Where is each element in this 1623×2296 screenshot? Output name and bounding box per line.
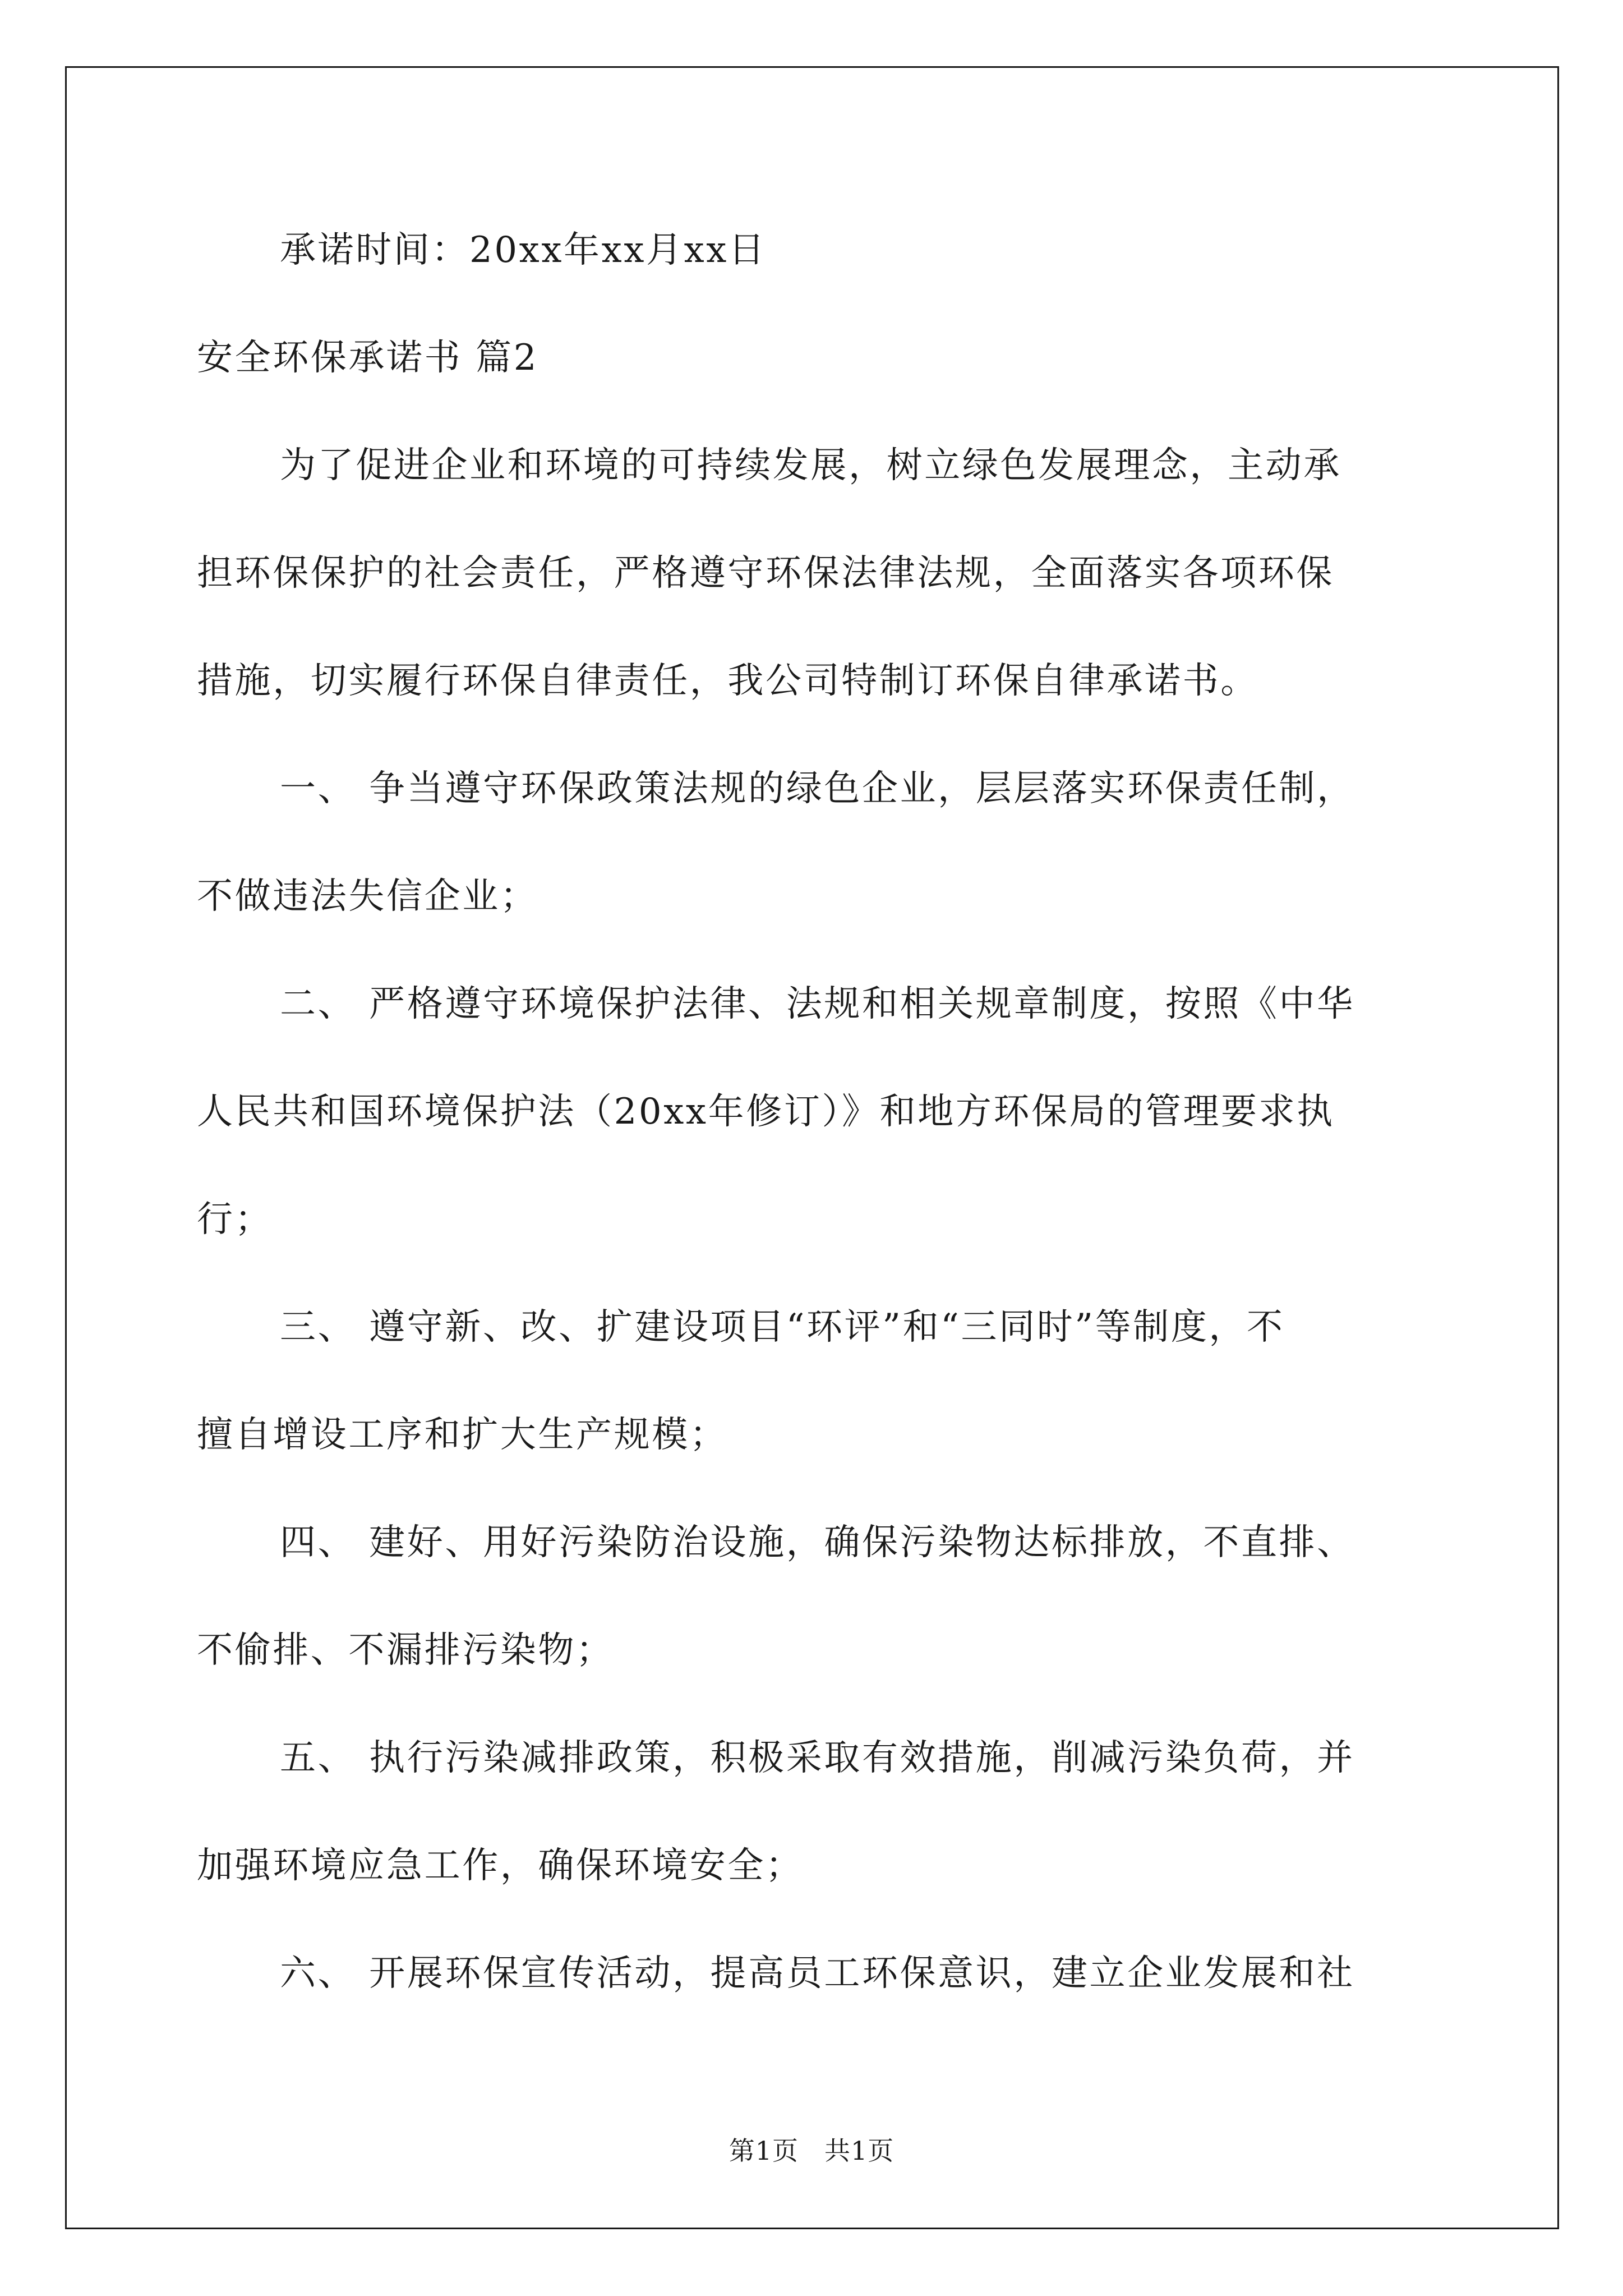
item-3-line-2: 擅自增设工序和扩大生产规模； [197,1414,728,1456]
item-2-line-3: 行； [197,1199,273,1240]
item-4-line-1: 四、 建好、用好污染防治设施，确保污染物达标排放，不直排、 [280,1522,1355,1563]
item-1-line-1: 一、 争当遵守环保政策法规的绿色企业，层层落实环保责任制， [280,768,1355,809]
commitment-date: 承诺时间：20xx年xx月xx日 [280,229,767,271]
item-5-line-2: 加强环境应急工作，确保环境安全； [197,1845,804,1887]
item-3-line-1: 三、 遵守新、改、扩建设项目“环评”和“三同时”等制度，不 [280,1306,1285,1348]
item-5-line-1: 五、 执行污染减排政策，积极采取有效措施，削减污染负荷，并 [280,1737,1355,1779]
intro-line-3: 措施，切实履行环保自律责任，我公司特制订环保自律承诺书。 [197,660,1258,702]
item-1-line-2: 不做违法失信企业； [197,876,538,917]
intro-line-2: 担环保保护的社会责任，严格遵守环保法律法规，全面落实各项环保 [197,553,1334,594]
item-6-line-1: 六、 开展环保宣传活动，提高员工环保意识，建立企业发展和社 [280,1953,1355,1994]
page-footer [0,2134,1623,2168]
item-4-line-2: 不偷排、不漏排污染物； [197,1630,614,1671]
item-2-line-2: 人民共和国环境保护法（20xx年修订）》和地方环保局的管理要求执 [197,1091,1335,1133]
item-2-line-1: 二、 严格遵守环境保护法律、法规和相关规章制度，按照《中华 [280,983,1355,1025]
intro-line-1: 为了促进企业和环境的可持续发展，树立绿色发展理念，主动承 [280,445,1341,486]
page-number-current: 第1页 [728,2136,799,2166]
page-border [65,66,1559,2229]
page-number-total: 共1页 [824,2136,895,2166]
section-title: 安全环保承诺书 篇2 [197,337,539,379]
